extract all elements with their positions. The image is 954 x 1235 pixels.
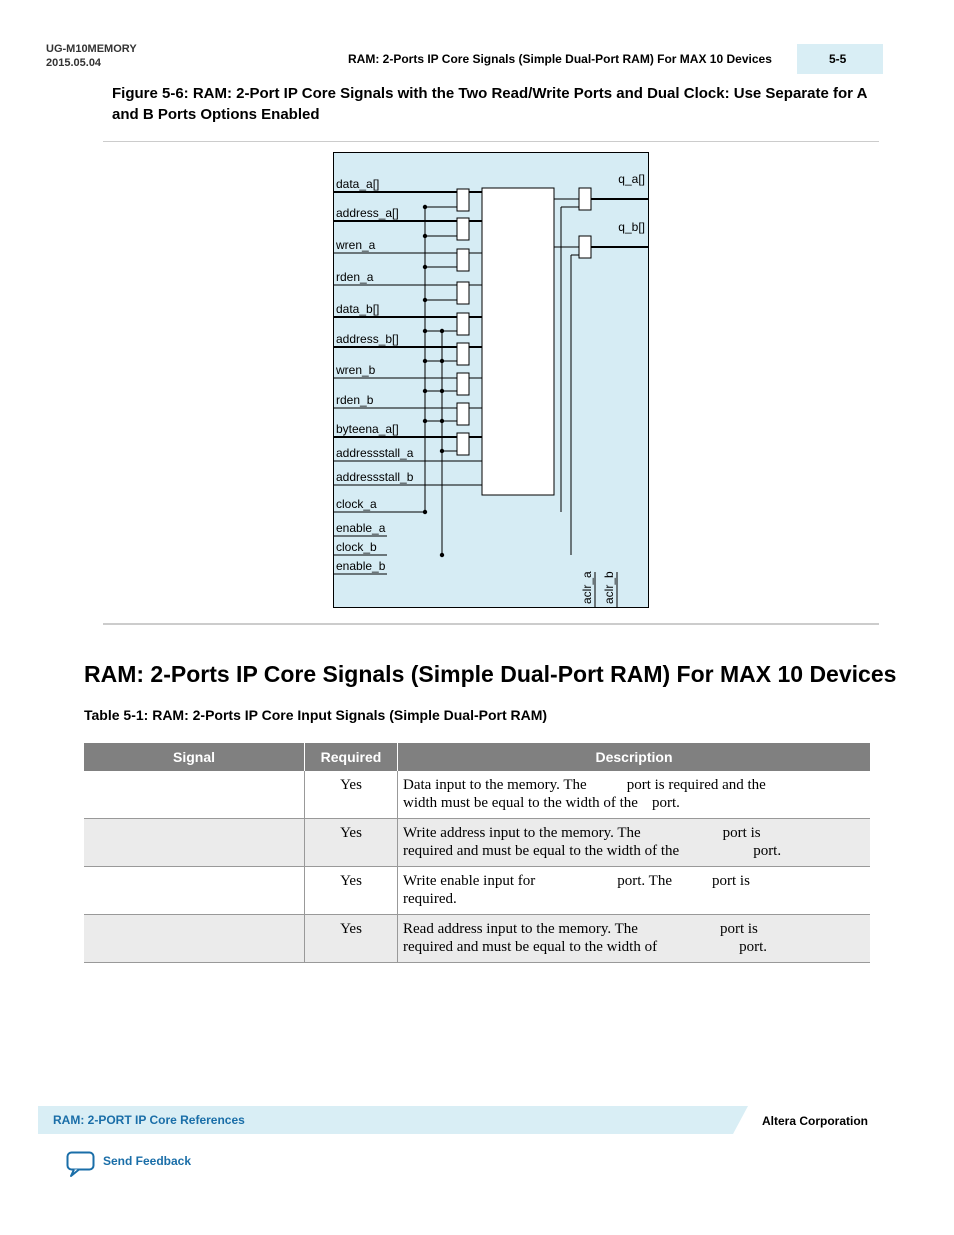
input-register — [457, 282, 469, 304]
input-label-data_b: data_b[] — [336, 302, 380, 316]
col-header-signal: Signal — [84, 743, 305, 771]
ram-core-block — [482, 188, 554, 495]
input-signals-table — [84, 743, 870, 963]
input-register — [457, 249, 469, 271]
junction-dot — [423, 298, 427, 302]
footer-company: Altera Corporation — [762, 1114, 869, 1128]
table-row — [84, 915, 870, 963]
input-label-addressstall_a: addressstall_a — [336, 446, 414, 460]
input-label-byteena_a: byteena_a[] — [336, 422, 399, 436]
junction-dot — [423, 234, 427, 238]
input-label-addressstall_b: addressstall_b — [336, 470, 414, 484]
input-label-data_a: data_a[] — [336, 177, 380, 191]
send-feedback-link[interactable]: Send Feedback — [103, 1154, 192, 1168]
figure-title: Figure 5-6: RAM: 2-Port IP Core Signals with the Two Read/Write Ports and Dual Clock: Use Separate for A and B Ports Options Enabled — [112, 85, 867, 123]
signal-cell — [84, 915, 305, 963]
input-register — [457, 403, 469, 425]
output-register — [579, 236, 591, 258]
required-cell: Yes — [305, 771, 398, 819]
table-row — [84, 819, 870, 867]
input-label-address_a: address_a[] — [336, 206, 399, 220]
input-label-wren_b: wren_b — [336, 363, 376, 377]
input-label-clock_a: clock_a — [336, 497, 377, 511]
section-title: RAM: 2-Ports IP Core Signals (Simple Dual-Port RAM) For MAX 10 Devices — [84, 661, 897, 687]
input-label-rden_a: rden_a — [336, 270, 374, 284]
page-number: 5-5 — [829, 52, 847, 66]
input-label-clock_b: clock_b — [336, 540, 377, 554]
junction-dot — [440, 449, 444, 453]
junction-dot — [423, 419, 427, 423]
output-register — [579, 188, 591, 210]
required-cell: Yes — [305, 819, 398, 867]
junction-dot — [423, 389, 427, 393]
table-row — [84, 867, 870, 915]
aclr-label-aclr_a: aclr_a — [580, 571, 594, 604]
required-cell: Yes — [305, 867, 398, 915]
junction-dot — [423, 329, 427, 333]
junction-dot — [440, 329, 444, 333]
signal-cell — [84, 771, 305, 819]
input-register — [457, 189, 469, 211]
description-cell: Read address input to the memory. The port is required and must be equal to the width of port. — [398, 915, 871, 963]
input-label-rden_b: rden_b — [336, 393, 374, 407]
required-cell: Yes — [305, 915, 398, 963]
junction-dot — [423, 205, 427, 209]
input-register — [457, 313, 469, 335]
input-register — [457, 373, 469, 395]
description-cell: Write enable input for port. The port is required. — [398, 867, 871, 915]
col-header-required: Required — [305, 743, 398, 771]
input-label-address_b: address_b[] — [336, 332, 399, 346]
doc-id: UG-M10MEMORY — [46, 43, 137, 55]
page-number-tab — [797, 44, 883, 74]
input-register — [457, 218, 469, 240]
signal-cell — [84, 819, 305, 867]
figure-top-rule — [103, 141, 879, 142]
description-cell: Write address input to the memory. The port is required and must be equal to the width of the port. — [398, 819, 871, 867]
input-label-enable_b: enable_b — [336, 559, 386, 573]
feedback-icon[interactable] — [66, 1150, 96, 1178]
footer-section-link[interactable]: RAM: 2-PORT IP Core References — [53, 1113, 245, 1127]
output-label-q_b: q_b[] — [618, 220, 645, 234]
junction-dot — [440, 389, 444, 393]
aclr-label-aclr_b: aclr_b — [602, 571, 616, 604]
input-register — [457, 433, 469, 455]
junction-dot — [440, 419, 444, 423]
signal-cell — [84, 867, 305, 915]
table-row — [84, 771, 870, 819]
doc-date: 2015.05.04 — [46, 57, 102, 69]
table-title: Table 5-1: RAM: 2-Ports IP Core Input Signals (Simple Dual-Port RAM) — [84, 707, 548, 723]
input-register — [457, 343, 469, 365]
output-label-q_a: q_a[] — [618, 172, 645, 186]
col-header-description: Description — [398, 743, 871, 771]
table-header-row — [84, 743, 870, 771]
ram-block-diagram — [333, 152, 651, 610]
input-label-wren_a: wren_a — [336, 238, 376, 252]
junction-dot — [423, 265, 427, 269]
junction-dot — [440, 359, 444, 363]
junction-dot — [423, 359, 427, 363]
junction-dot — [440, 553, 444, 557]
figure-bottom-rule — [103, 623, 879, 625]
doc-id-block — [46, 42, 137, 70]
description-cell: Data input to the memory. The port is required and the width must be equal to the width of the port. — [398, 771, 871, 819]
header-title: RAM: 2-Ports IP Core Signals (Simple Dual-Port RAM) For MAX 10 Devices — [348, 52, 772, 66]
junction-dot — [423, 510, 427, 514]
input-label-enable_a: enable_a — [336, 521, 386, 535]
